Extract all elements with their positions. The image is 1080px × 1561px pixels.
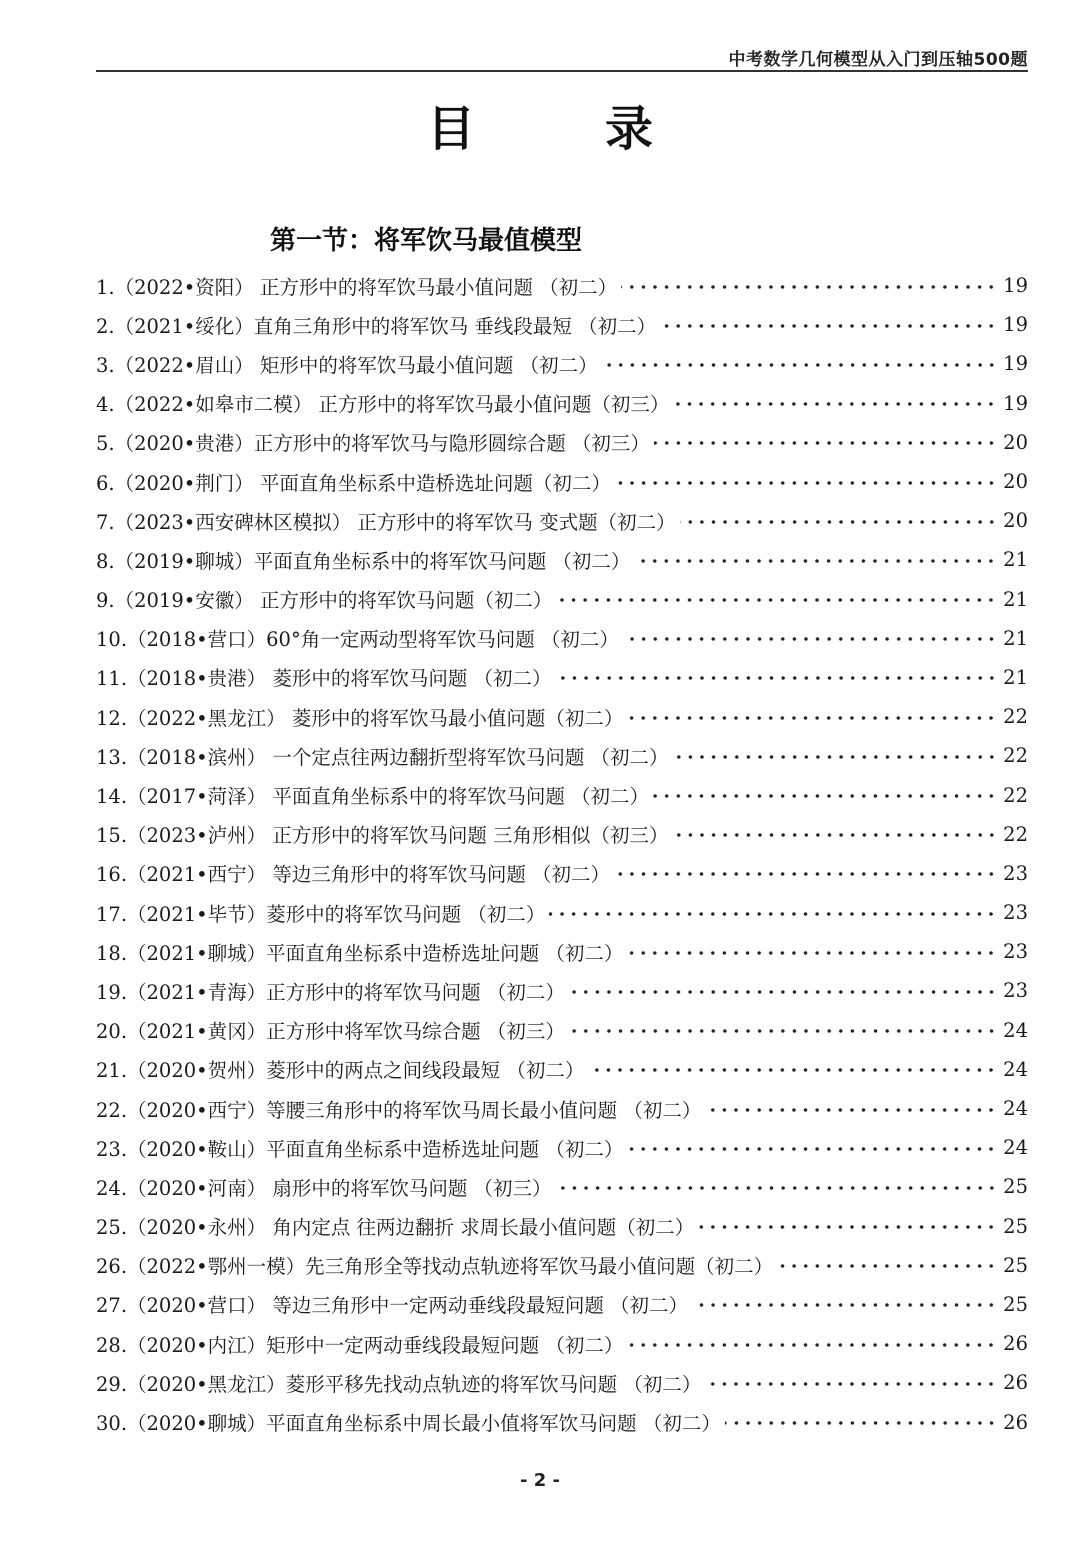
toc-entry-title: 29.（2020•黑龙江）菱形平移先找动点轨迹的将军饮马问题 （初二） — [96, 1372, 702, 1396]
toc-entry-page: 25 — [1003, 1253, 1028, 1277]
toc-entry-page: 21 — [1003, 626, 1028, 650]
toc-entry-page: 21 — [1003, 587, 1028, 611]
dot-leader — [634, 559, 997, 563]
dot-leader — [673, 402, 997, 406]
dot-leader — [588, 1068, 997, 1072]
toc-entry[interactable] — [96, 1207, 1028, 1246]
section-title: 第一节：将军饮马最值模型 — [270, 226, 583, 256]
toc-entry-page: 21 — [1003, 665, 1028, 689]
toc-entry-page: 23 — [1003, 979, 1028, 1003]
toc-entry-page: 26 — [1003, 1371, 1028, 1395]
toc-entry[interactable] — [96, 1324, 1028, 1363]
dot-leader — [705, 1382, 997, 1386]
dot-leader — [680, 520, 998, 524]
toc-entry-page: 20 — [1003, 470, 1028, 494]
dot-leader — [549, 912, 997, 916]
dot-leader — [653, 794, 997, 798]
toc-entry-page: 25 — [1003, 1292, 1028, 1316]
dot-leader — [569, 1029, 997, 1033]
toc-entry[interactable] — [96, 1363, 1028, 1402]
toc-entry[interactable] — [96, 1128, 1028, 1167]
toc-entry-page: 23 — [1003, 901, 1028, 925]
toc-entry-title: 7.（2023•西安碑林区模拟） 正方形中的将军饮马 变式题（初二） — [96, 510, 676, 534]
running-header — [96, 40, 1028, 72]
toc-entry-page: 22 — [1003, 783, 1028, 807]
toc-entry-title: 26.（2022•鄂州一模）先三角形全等找动点轨迹将军饮马最小值问题（初二） — [96, 1255, 774, 1279]
toc-entry-page: 23 — [1003, 940, 1028, 964]
toc-entry[interactable] — [96, 305, 1028, 344]
toc-entry-page: 20 — [1003, 509, 1028, 533]
dot-leader — [556, 1186, 998, 1190]
dot-leader — [777, 1264, 997, 1268]
toc-entry-title: 20.（2021•黄冈）正方形中将军饮马综合题 （初三） — [96, 1020, 565, 1044]
toc-entry-page: 21 — [1003, 548, 1028, 572]
dot-leader — [673, 755, 998, 759]
toc-entry[interactable] — [96, 1246, 1028, 1285]
toc-entry-page: 26 — [1003, 1410, 1028, 1434]
toc-entry-page: 24 — [1003, 1057, 1028, 1081]
dot-leader — [654, 441, 997, 445]
book-title: 中考数学几何模型从入门到压轴500题 — [728, 50, 1028, 70]
dot-leader — [705, 1108, 997, 1112]
toc-entry-page: 23 — [1003, 861, 1028, 885]
toc-entry-page: 19 — [1003, 352, 1028, 376]
toc-entry[interactable] — [96, 736, 1028, 775]
toc-entry-page: 24 — [1003, 1136, 1028, 1160]
toc-entry[interactable] — [96, 619, 1028, 658]
dot-leader — [725, 1421, 997, 1425]
toc-entry-page: 19 — [1003, 313, 1028, 337]
toc-entry[interactable] — [96, 580, 1028, 619]
toc-entry-title: 30.（2020•聊城）平面直角坐标系中周长最小值将军饮马问题 （初二） — [96, 1412, 721, 1436]
dot-leader — [673, 833, 998, 837]
dot-leader — [602, 363, 998, 367]
dot-leader — [556, 676, 998, 680]
toc-entry-page: 26 — [1003, 1332, 1028, 1356]
toc-entry-page: 22 — [1003, 822, 1028, 846]
toc-entry-page: 25 — [1003, 1175, 1028, 1199]
toc-entry[interactable] — [96, 697, 1028, 736]
toc-entry[interactable] — [96, 1050, 1028, 1089]
dot-leader — [556, 598, 997, 602]
toc-entry-title: 5.（2020•贵港）正方形中的将军饮马与隐形圆综合题 （初三） — [96, 432, 650, 456]
dot-leader — [615, 481, 997, 485]
toc-entry[interactable] — [96, 932, 1028, 971]
toc-entry-title: 2.（2021•绥化）直角三角形中的将军饮马 垂线段最短 （初二） — [96, 314, 657, 338]
toc-entry-title: 10.（2018•营口）60°角一定两动型将军饮马问题 （初二） — [96, 628, 619, 652]
toc-entry[interactable] — [96, 1089, 1028, 1128]
dot-leader — [627, 1147, 997, 1151]
toc-entry-title: 14.（2017•菏泽） 平面直角坐标系中的将军饮马问题 （初二） — [96, 785, 650, 809]
toc-entry[interactable] — [96, 658, 1028, 697]
toc-entry[interactable] — [96, 266, 1028, 305]
toc-entry-title: 17.（2021•毕节）菱形中的将军饮马问题 （初二） — [96, 902, 546, 926]
toc-entry[interactable] — [96, 540, 1028, 579]
toc-entry-title: 19.（2021•青海）正方形中的将军饮马问题 （初二） — [96, 980, 565, 1004]
page-title: 目录 — [426, 101, 783, 157]
toc-entry[interactable] — [96, 1011, 1028, 1050]
toc-entry-title: 22.（2020•西宁）等腰三角形中的将军饮马周长最小值问题 （初二） — [96, 1098, 702, 1122]
toc-entry-page: 20 — [1003, 430, 1028, 454]
toc-entry[interactable] — [96, 423, 1028, 462]
toc-entry-title: 15.（2023•泸州） 正方形中的将军饮马问题 三角形相似（初三） — [96, 824, 669, 848]
toc-entry-title: 8.（2019•聊城）平面直角坐标系中的将军饮马问题 （初二） — [96, 549, 631, 573]
toc-entry-title: 1.（2022•资阳） 正方形中的将军饮马最小值问题 （初二） — [96, 275, 618, 299]
toc-entry-title: 3.（2022•眉山） 矩形中的将军饮马最小值问题 （初二） — [96, 353, 598, 377]
toc-entry-title: 18.（2021•聊城）平面直角坐标系中造桥选址问题 （初二） — [96, 941, 624, 965]
toc-entry-title: 24.（2020•河南） 扇形中的将军饮马问题 （初三） — [96, 1176, 552, 1200]
toc-entry-title: 27.（2020•营口） 等边三角形中一定两动垂线段最短问题 （初二） — [96, 1294, 689, 1318]
toc-entry-page: 19 — [1003, 391, 1028, 415]
table-of-contents — [96, 266, 1028, 1442]
toc-entry[interactable] — [96, 815, 1028, 854]
toc-entry-page: 22 — [1003, 705, 1028, 729]
toc-entry[interactable] — [96, 384, 1028, 423]
toc-entry-title: 16.（2021•西宁） 等边三角形中的将军饮马问题 （初二） — [96, 863, 611, 887]
dot-leader — [623, 637, 997, 641]
toc-entry-title: 4.（2022•如皋市二模） 正方形中的将军饮马最小值问题（初三） — [96, 393, 670, 417]
toc-entry-page: 19 — [1003, 274, 1028, 298]
toc-entry[interactable] — [96, 1167, 1028, 1206]
dot-leader — [698, 1225, 997, 1229]
toc-entry-title: 23.（2020•鞍山）平面直角坐标系中造桥选址问题 （初二） — [96, 1137, 624, 1161]
toc-entry[interactable] — [96, 344, 1028, 383]
page-number: - 2 - — [520, 1470, 560, 1491]
toc-entry-title: 9.（2019•安徽） 正方形中的将军饮马问题（初二） — [96, 589, 553, 613]
toc-entry[interactable] — [96, 1402, 1028, 1441]
toc-entry-title: 11.（2018•贵港） 菱形中的将军饮马问题 （初二） — [96, 667, 552, 691]
toc-entry-title: 12.（2022•黑龙江） 菱形中的将军饮马最小值问题（初二） — [96, 706, 624, 730]
toc-entry[interactable] — [96, 775, 1028, 814]
toc-entry[interactable] — [96, 854, 1028, 893]
toc-entry-page: 22 — [1003, 744, 1028, 768]
dot-leader — [614, 872, 997, 876]
toc-entry[interactable] — [96, 1285, 1028, 1324]
toc-entry[interactable] — [96, 893, 1028, 932]
toc-entry-page: 24 — [1003, 1097, 1028, 1121]
toc-entry-title: 28.（2020•内江）矩形中一定两动垂线段最短问题 （初二） — [96, 1333, 624, 1357]
dot-leader — [569, 990, 997, 994]
toc-entry[interactable] — [96, 501, 1028, 540]
toc-entry-page: 24 — [1003, 1018, 1028, 1042]
toc-entry-title: 25.（2020•永州） 角内定点 往两边翻折 求周长最小值问题（初二） — [96, 1216, 695, 1240]
dot-leader — [660, 324, 997, 328]
dot-leader — [627, 716, 997, 720]
toc-entry[interactable] — [96, 462, 1028, 501]
toc-entry[interactable] — [96, 971, 1028, 1010]
dot-leader — [627, 1343, 997, 1347]
dot-leader — [627, 951, 997, 955]
toc-entry-title: 6.（2020•荆门） 平面直角坐标系中造桥选址问题（初二） — [96, 471, 611, 495]
dot-leader — [692, 1303, 997, 1307]
toc-entry-title: 13.（2018•滨州） 一个定点往两边翻折型将军饮马问题 （初二） — [96, 745, 669, 769]
toc-entry-page: 25 — [1003, 1214, 1028, 1238]
toc-entry-title: 21.（2020•贺州）菱形中的两点之间线段最短 （初二） — [96, 1059, 585, 1083]
dot-leader — [621, 285, 997, 289]
